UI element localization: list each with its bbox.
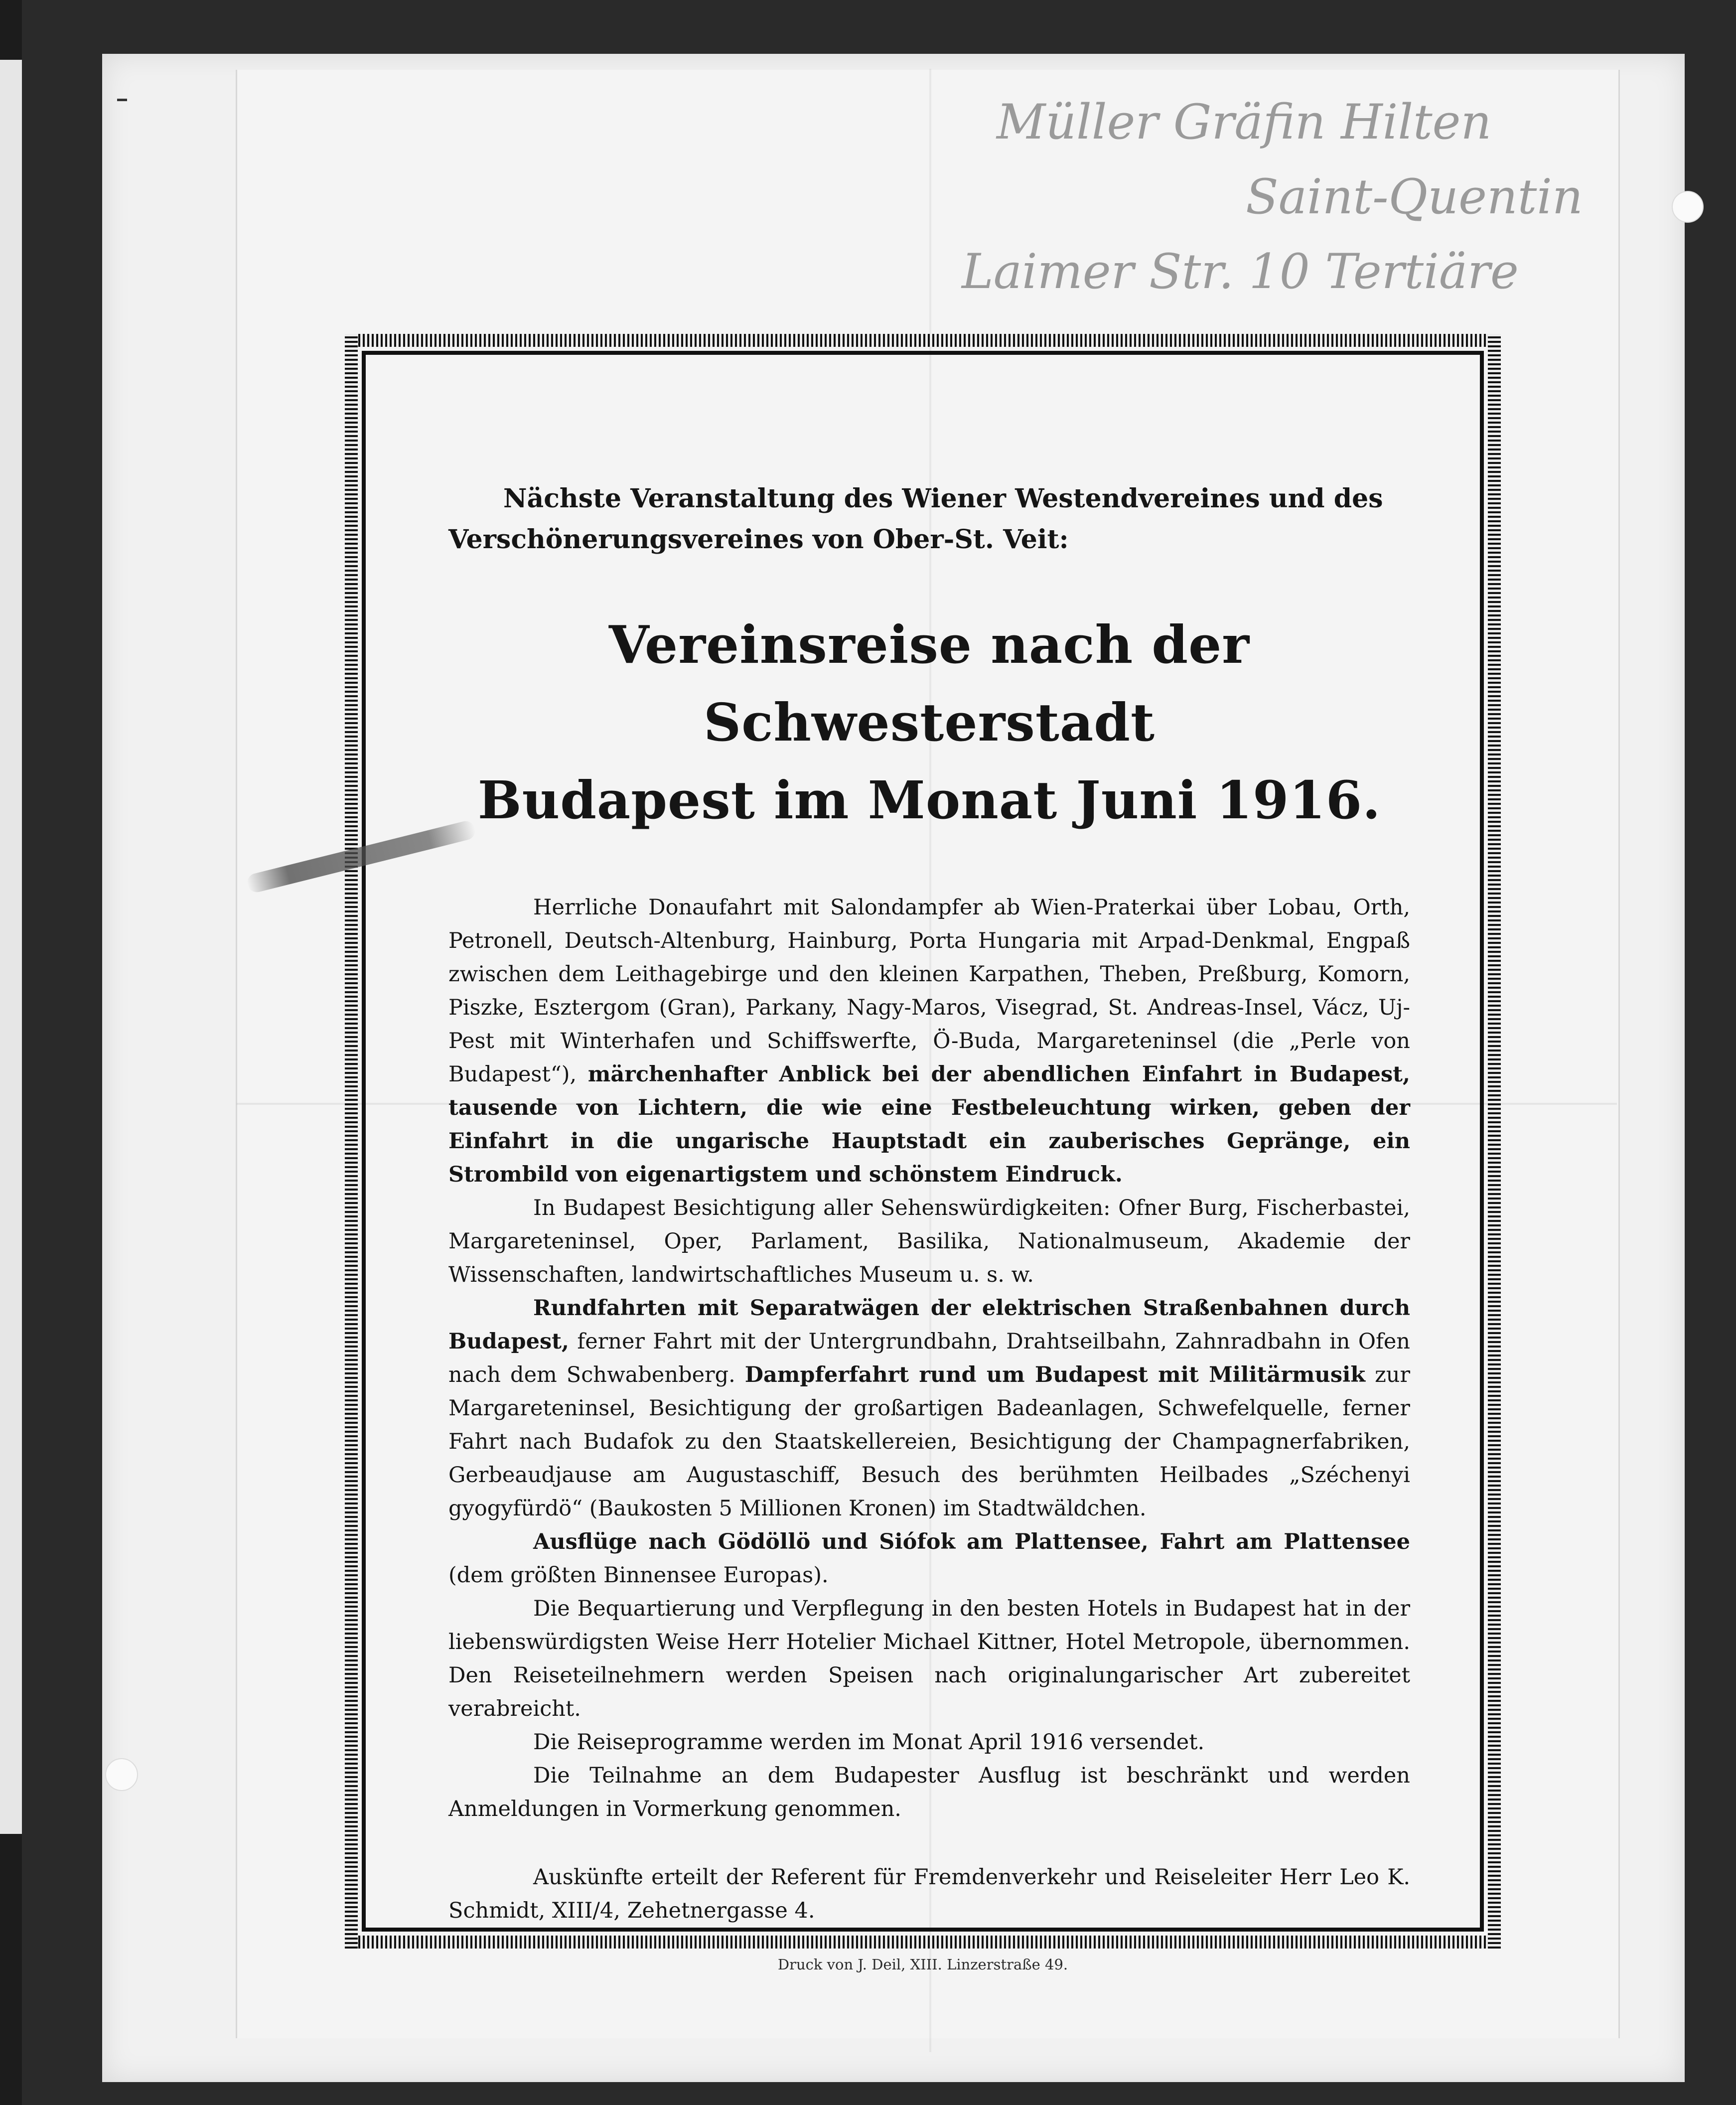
border-hatch-left: [345, 334, 358, 1949]
handwriting-line-3: Laimer Str. 10 Tertiäre: [962, 244, 1519, 300]
paragraph-auskuenfte: Auskünfte erteilt der Referent für Fremdenverkehr und Reiseleiter Herr Leo K. Schmidt, XIII/4, Zehetnergasse 4.: [448, 1865, 1410, 1923]
paragraph-donaufahrt: [448, 891, 1410, 1192]
punch-hole-top: [1672, 191, 1704, 223]
paragraph-donaufahrt-highlight: märchenhafter Anblick bei der abendlichen Einfahrt in Budapest, tausende von Lichtern, die wie eine Festbeleuchtung wirken, geben der Einfahrt in die ungarische Hauptstadt ein zauberisches Gepränge, ein Strombild von eigenartigstem und schönstem Eindruck.: [448, 1062, 1410, 1187]
dampferfahrt-text: zur Margareteninsel, Besichtigung der großartigen Badeanlagen, Schwefelquelle, ferner Fahrt nach Budafok zu den Staatskellereien, Besichtigung der Champagnerfabriken, Gerbeaudjause am Augustaschiff, Besuch des berühmten Heilbades „Széchenyi gyogyfürdö“ (Baukosten 5 Millionen Kronen) im Stadtwäldchen.: [448, 1362, 1411, 1521]
paragraph-donaufahrt-text: Herrliche Donaufahrt mit Salondampfer ab Wien-Praterkai über Lobau, Orth, Petronell, Deutsch-Altenburg, Hainburg, Porta Hungaria mit Arpad-Denkmal, Engpaß zwischen dem Leithagebirge und den kleinen Karpathen, Theben, Preßburg, Komorn, Piszke, Esztergom (Gran), Parkany, Nagy-Maros, Visegrad, St. Andreas-Insel, Vácz, Uj-Pest mit Winterhafen und Schiffswerfte, Ö-Buda, Margareteninsel (die „Perle von Budapest“),: [448, 895, 1410, 1087]
border-hatch-top: [345, 334, 1501, 347]
adjacent-page-edge: [0, 60, 22, 1834]
notice-intro: Nächste Veranstaltung des Wiener Westendvereines und des Verschönerungsvereines von Ober-St. Veit:: [448, 483, 1383, 555]
ausfluege-text: (dem größten Binnensee Europas).: [448, 1563, 829, 1588]
ausfluege-bold: Ausflüge nach Gödöllö und Siófok am Plattensee, Fahrt am Plattensee: [533, 1529, 1410, 1554]
title-line-1: Vereinsreise nach der Schwesterstadt: [608, 614, 1250, 753]
paragraph-ausfluege: [448, 1525, 1410, 1592]
paragraph-teilnahme: Die Teilnahme an dem Budapester Ausflug ist beschränkt und werden Anmeldungen in Vormerkung genommen.: [448, 1763, 1410, 1821]
punch-hole-bottom: [105, 1758, 138, 1791]
paragraph-sehenswuerdigkeiten: In Budapest Besichtigung aller Sehenswürdigkeiten: Ofner Burg, Fischerbastei, Margareteninsel, Oper, Parlament, Basilika, Nationalmuseum, Akademie der Wissenschaften, landwirtschaftliches Museum u. s. w.: [448, 1196, 1410, 1287]
notice-content: [448, 478, 1410, 1928]
paragraph-reiseprogramme: Die Reiseprogramme werden im Monat April 1916 versendet.: [533, 1730, 1205, 1755]
dampferfahrt-bold: Dampferfahrt rund um Budapest mit Militärmusik: [744, 1362, 1366, 1387]
rundfahrten-bold: Rundfahrten mit Separatwägen der elektrischen Straßenbahnen durch Budapest,: [448, 1296, 1410, 1354]
notice-title: [448, 606, 1410, 839]
title-line-2: Budapest im Monat Juni 1916.: [477, 769, 1381, 831]
border-hatch-right: [1488, 334, 1501, 1949]
paragraph-rundfahrten: [448, 1292, 1410, 1525]
margin-mark: [117, 99, 127, 101]
handwriting-line-1: Müller Gräfin Hilten: [997, 94, 1492, 150]
border-hatch-bottom: [345, 1936, 1501, 1949]
handwritten-annotation: [882, 85, 1619, 309]
rundfahrten-text: ferner Fahrt mit der Untergrundbahn, Drahtseilbahn, Zahnradbahn in Ofen nach dem Schwabenberg.: [448, 1329, 1411, 1387]
handwriting-line-2: Saint-Quentin: [1246, 169, 1583, 225]
printer-imprint: Druck von J. Deil, XIII. Linzerstraße 49.: [777, 1956, 1068, 1973]
paragraph-bequartierung: Die Bequartierung und Verpflegung in den besten Hotels in Budapest hat in der liebenswürdigsten Weise Herr Hotelier Michael Kittner, Hotel Metropole, übernommen. Den Reiseteilnehmern werden Speisen nach originalungarischer Art zubereitet verabreicht.: [448, 1596, 1410, 1721]
